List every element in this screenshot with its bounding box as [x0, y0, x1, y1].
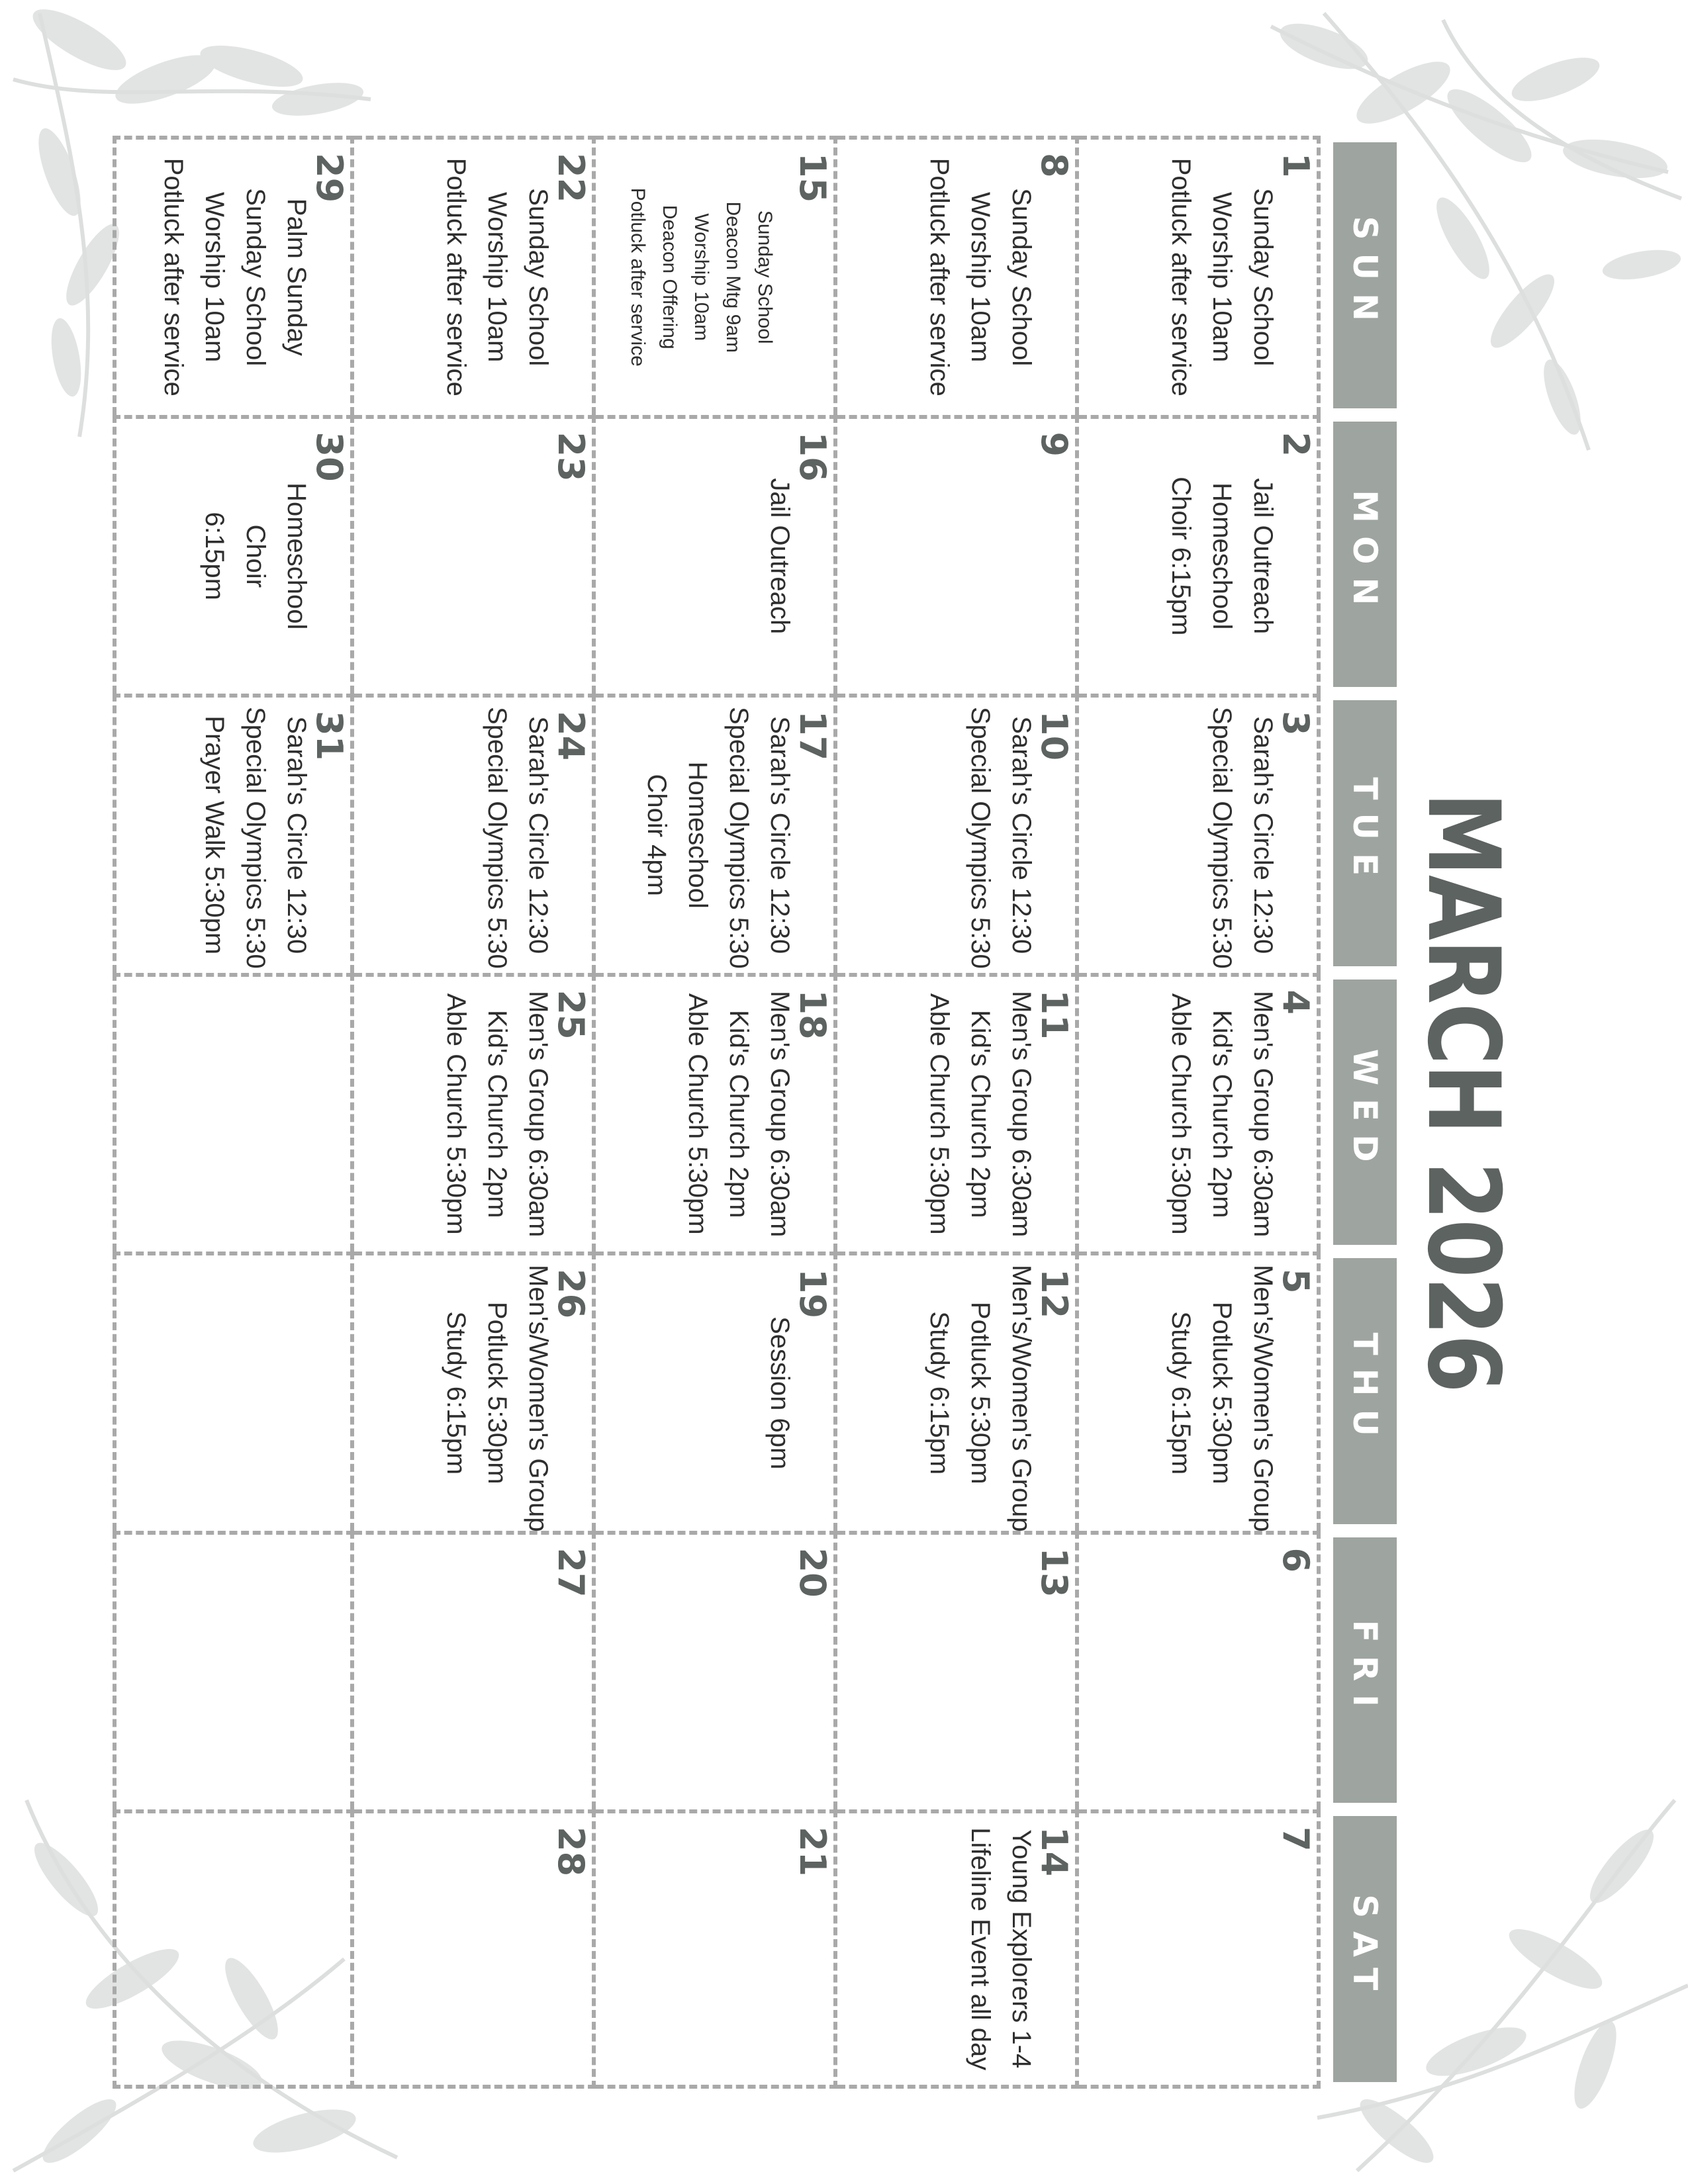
event-list [194, 428, 317, 685]
event-item: Deacon Mtg 9am [722, 201, 744, 353]
day-cell[interactable] [1079, 136, 1321, 415]
weekday-header-sun: SUN [1333, 142, 1397, 408]
day-number: 8 [1033, 153, 1075, 178]
day-cell[interactable] [354, 694, 596, 973]
day-cell[interactable] [1079, 973, 1321, 1252]
event-list [960, 707, 1042, 969]
event-item: Worship 10am [1207, 192, 1237, 363]
weekday-header-sat: SAT [1333, 1816, 1397, 2082]
event-item: Worship 10am [200, 192, 229, 363]
event-item: Homeschool [1207, 482, 1237, 630]
event-item: Sunday School [1248, 188, 1278, 367]
day-cell[interactable] [354, 973, 596, 1252]
day-number: 3 [1275, 711, 1317, 736]
event-list [960, 1823, 1042, 2075]
day-number: 15 [792, 153, 833, 203]
weekday-header-tue: TUE [1333, 700, 1397, 966]
event-item: Sarah's Circle 12:30 [1007, 716, 1036, 954]
day-number: 9 [1033, 432, 1075, 457]
day-number: 16 [792, 432, 833, 482]
event-item: Special Olympics 5:30 [483, 707, 512, 969]
day-cell[interactable] [1079, 1809, 1321, 2089]
event-item: Jail Outreach [765, 478, 794, 635]
event-item: Sarah's Circle 12:30 [765, 716, 794, 954]
event-list [759, 428, 800, 685]
day-cell[interactable] [837, 1251, 1079, 1531]
event-item: Potluck 5:30pm [1207, 1301, 1237, 1484]
day-number: 14 [1033, 1827, 1075, 1877]
event-list [1160, 1265, 1284, 1532]
event-list [1160, 428, 1284, 685]
day-cell[interactable] [113, 1531, 354, 1810]
event-item: Study 6:15pm [442, 1311, 471, 1475]
day-number: 27 [550, 1547, 592, 1598]
event-item: Worship 10am [690, 213, 712, 341]
day-cell[interactable] [596, 415, 837, 694]
day-number: 26 [550, 1269, 592, 1319]
event-item: Choir 6:15pm [1166, 477, 1196, 636]
day-cell[interactable] [596, 136, 837, 415]
event-item: Men's Group 6:30am [1007, 991, 1036, 1238]
event-item: Potluck after service [1166, 158, 1196, 396]
day-number: 11 [1033, 989, 1075, 1040]
day-number: 1 [1275, 153, 1317, 178]
day-cell[interactable] [596, 694, 837, 973]
event-list [436, 1265, 559, 1532]
day-number: 10 [1033, 711, 1075, 761]
event-item: Jail Outreach [1248, 478, 1278, 635]
event-item: Deacon Offering [659, 205, 680, 349]
event-item: Homeschool [282, 482, 311, 630]
event-item: Able Church 5:30pm [1166, 993, 1196, 1235]
day-number: 2 [1275, 432, 1317, 457]
day-cell[interactable] [113, 1251, 354, 1531]
event-item: Homeschool [683, 761, 712, 909]
event-item: Special Olympics 5:30 [241, 707, 270, 969]
event-list [1201, 707, 1284, 969]
event-item: Potluck after service [442, 158, 471, 396]
event-item: Worship 10am [483, 192, 512, 363]
day-cell[interactable] [113, 136, 354, 415]
weekday-header-mon: MON [1333, 422, 1397, 688]
day-cell[interactable] [837, 1809, 1079, 2089]
day-number: 31 [308, 711, 350, 761]
event-item: Men's/Women's Group [1007, 1265, 1036, 1532]
day-cell[interactable] [1079, 1251, 1321, 1531]
event-list [1160, 149, 1284, 406]
event-item: Study 6:15pm [1166, 1311, 1196, 1475]
day-number: 28 [550, 1827, 592, 1877]
event-list [436, 986, 559, 1243]
event-item: Potluck 5:30pm [966, 1301, 995, 1484]
day-cell[interactable] [837, 694, 1079, 973]
day-number: 6 [1275, 1547, 1317, 1573]
event-item: Sarah's Circle 12:30 [524, 716, 553, 954]
event-item: Kid's Church 2pm [966, 1010, 995, 1218]
event-item: Study 6:15pm [925, 1311, 954, 1475]
day-number: 18 [792, 989, 833, 1040]
day-cell[interactable] [837, 973, 1079, 1252]
day-number: 23 [550, 432, 592, 482]
event-item: Worship 10am [966, 192, 995, 363]
event-list [919, 149, 1042, 406]
day-number: 21 [792, 1827, 833, 1877]
event-item: 6:15pm [200, 512, 229, 600]
event-item: Men's Group 6:30am [765, 991, 794, 1238]
event-list [153, 149, 317, 406]
event-item: Choir [241, 524, 270, 588]
event-item: Men's/Women's Group [1248, 1265, 1278, 1532]
event-item: Potluck after service [159, 158, 188, 396]
event-item: Potluck after service [627, 187, 649, 367]
weekday-header-wed: WED [1333, 979, 1397, 1246]
day-cell[interactable] [596, 973, 837, 1252]
day-cell[interactable] [837, 136, 1079, 415]
day-cell[interactable] [596, 1531, 837, 1810]
event-item: Session 6pm [765, 1316, 794, 1470]
day-number: 5 [1275, 1269, 1317, 1294]
day-number: 12 [1033, 1269, 1075, 1319]
day-number: 29 [308, 153, 350, 203]
event-item: Kid's Church 2pm [724, 1010, 753, 1218]
day-number: 22 [550, 153, 592, 203]
event-item: Men's/Women's Group [524, 1265, 553, 1532]
day-cell[interactable] [837, 1531, 1079, 1810]
event-item: Potluck after service [925, 158, 954, 396]
day-cell[interactable] [113, 694, 354, 973]
event-list [677, 986, 800, 1243]
event-list [622, 149, 780, 406]
event-item: Special Olympics 5:30 [724, 707, 753, 969]
event-item: Sunday School [524, 188, 553, 367]
event-item: Kid's Church 2pm [483, 1010, 512, 1218]
day-number: 19 [792, 1269, 833, 1319]
day-cell[interactable] [113, 973, 354, 1252]
event-item: Sarah's Circle 12:30 [282, 716, 311, 954]
weekday-header-thu: THU [1333, 1258, 1397, 1524]
day-cell[interactable] [354, 136, 596, 415]
day-cell[interactable] [1079, 415, 1321, 694]
event-item: Able Church 5:30pm [925, 993, 954, 1235]
event-item: Kid's Church 2pm [1207, 1010, 1237, 1218]
day-number: 25 [550, 989, 592, 1040]
day-cell[interactable] [354, 1251, 596, 1531]
day-cell[interactable] [113, 415, 354, 694]
event-item: Choir 4pm [642, 774, 671, 896]
event-item: Able Church 5:30pm [683, 993, 712, 1235]
month-title: MARCH 2026 [1405, 792, 1521, 1392]
day-number: 30 [308, 432, 350, 482]
event-item: Sunday School [754, 210, 776, 344]
event-item: Men's Group 6:30am [524, 991, 553, 1238]
event-item: Special Olympics 5:30 [966, 707, 995, 969]
event-item: Men's Group 6:30am [1248, 991, 1278, 1238]
day-cell[interactable] [354, 415, 596, 694]
day-cell[interactable] [837, 415, 1079, 694]
day-number: 7 [1275, 1827, 1317, 1852]
event-item: Able Church 5:30pm [442, 993, 471, 1235]
event-item: Sarah's Circle 12:30 [1248, 716, 1278, 954]
day-number: 13 [1033, 1547, 1075, 1598]
day-number: 24 [550, 711, 592, 761]
event-list [194, 707, 317, 969]
day-number: 4 [1275, 989, 1317, 1015]
event-list [477, 707, 559, 969]
day-number: 17 [792, 711, 833, 761]
event-item: Lifeline Event all day [966, 1827, 995, 2071]
event-list [436, 149, 559, 406]
day-cell[interactable] [596, 1809, 837, 2089]
day-cell[interactable] [596, 1251, 837, 1531]
day-cell[interactable] [1079, 694, 1321, 973]
event-list [919, 1265, 1042, 1532]
day-cell[interactable] [1079, 1531, 1321, 1810]
event-item: Potluck 5:30pm [483, 1301, 512, 1484]
event-list [1160, 986, 1284, 1243]
day-cell[interactable] [113, 1809, 354, 2089]
event-list [759, 1265, 800, 1522]
day-cell[interactable] [354, 1531, 596, 1810]
day-number: 20 [792, 1547, 833, 1598]
weekday-header-fri: FRI [1333, 1537, 1397, 1803]
event-item: Palm Sunday [282, 198, 311, 356]
calendar-grid [113, 136, 1321, 2088]
event-item: Young Explorers 1-4 [1007, 1829, 1036, 2069]
event-list [636, 707, 800, 969]
event-list [919, 986, 1042, 1243]
event-item: Prayer Walk 5:30pm [200, 715, 229, 955]
event-item: Sunday School [1007, 188, 1036, 367]
event-item: Special Olympics 5:30 [1207, 707, 1237, 969]
event-item: Sunday School [241, 188, 270, 367]
day-cell[interactable] [354, 1809, 596, 2089]
